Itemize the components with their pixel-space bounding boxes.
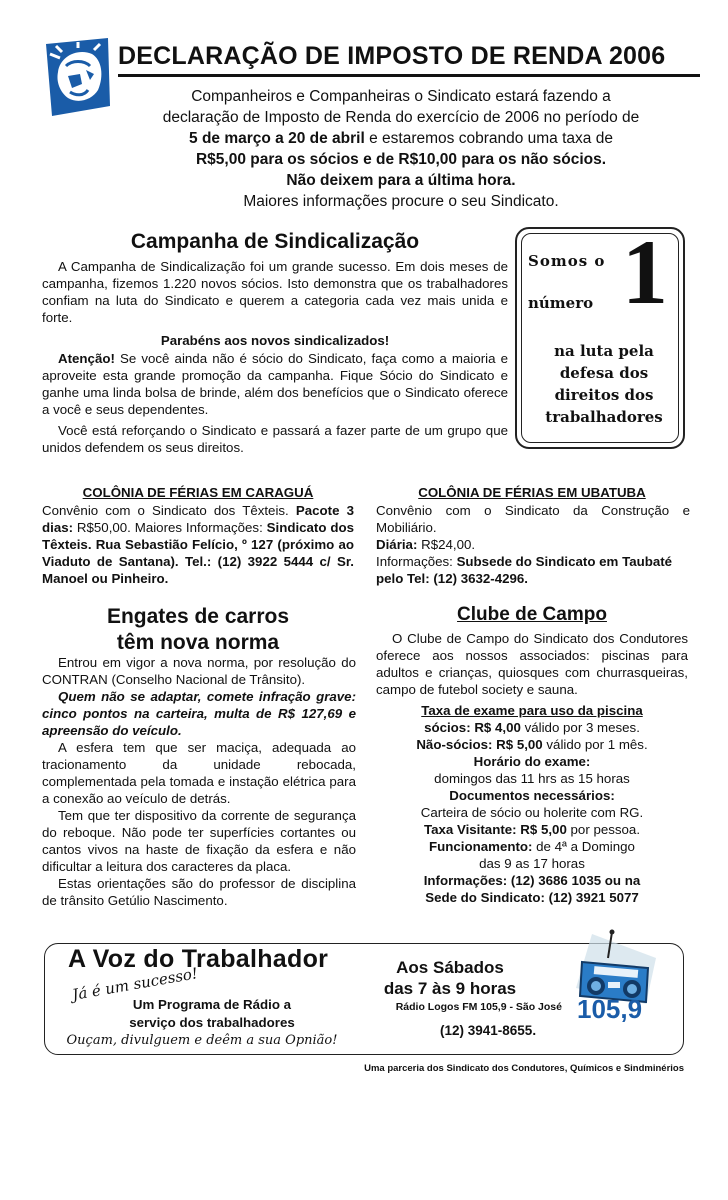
title-divider [118, 74, 700, 77]
voz-partnership: Uma parceria dos Sindicato dos Condutores, Químicos e Sindminérios [364, 1063, 684, 1074]
lion-head-icon [38, 36, 114, 118]
taxa-title: Taxa de exame para uso da piscina [421, 703, 643, 718]
somos-line: na luta pela [554, 342, 654, 360]
ubatuba-span: Informações: [376, 554, 457, 569]
campanha-title: Campanha de Sindicalização [130, 230, 420, 253]
somos-line: direitos dos [554, 386, 654, 404]
funcionamento-label: Funcionamento: [429, 839, 533, 854]
voz-schedule [370, 957, 530, 999]
clube-info-line [376, 787, 688, 804]
voz-program-line: Um Programa de Rádio a [132, 997, 292, 1012]
ubatuba-title: COLÔNIA DE FÉRIAS EM UBATUBA [418, 485, 646, 500]
caragua-span: Pacote 3 dias: [42, 503, 354, 535]
intro-line [118, 170, 684, 191]
somos-line: Somos o [528, 252, 606, 270]
engates-title-line: têm nova norma [116, 631, 280, 654]
somos-line: defesa dos [559, 364, 649, 382]
somos-number: 1 [622, 221, 668, 323]
voz-program-line: serviço dos trabalhadores [129, 1015, 295, 1030]
intro-line [118, 149, 684, 170]
engates-paragraph: Estas orientações são do professor de disciplina de trânsito Getúlio Nascimento. [42, 876, 356, 908]
clube-info-line: domingos das 11 hrs as 15 horas [434, 771, 630, 786]
intro-line: Companheiros e Companheiras o Sindicato estará fazendo a [191, 88, 611, 105]
intro-line: declaração de Imposto de Renda do exercício de 2006 no período de [162, 109, 640, 126]
clube-info-line [376, 872, 688, 889]
socios-validity: válido por 3 meses. [520, 720, 640, 735]
voz-schedule-line: das 7 às 9 horas [383, 979, 517, 998]
voz-radio-station: Rádio Logos FM 105,9 - São José [395, 1001, 562, 1013]
engates-text [42, 654, 356, 909]
funcionamento-days: de 4ª a Domingo [532, 839, 635, 854]
ubatuba-line [376, 553, 690, 587]
clube-contact: Sede do Sindicato: (12) 3921 5077 [425, 890, 639, 905]
ubatuba-span: Diária: [376, 537, 418, 552]
voz-frequency: 105,9 [577, 994, 643, 1024]
voz-subtitle: Ouçam, divulguem e deêm a sua Opnião! [66, 1033, 338, 1048]
campanha-paragraph-text: Se você ainda não é sócio do Sindicato, faça como a maioria e aproveite esta grande promoção da campanha. Fique Sócio do Sindicato e ganhe uma linda bolsa de brinde, além dos benefícios que o Sindicato oferece a você e seus dependentes. [42, 351, 508, 417]
engates-warning-text: Quem não se adaptar, comete infração grave: cinco pontos na carteira, multa de R$ 127,69 e apreensão do veículo. [42, 689, 356, 738]
campanha-paragraph [42, 350, 508, 418]
clube-info-line [376, 702, 688, 719]
voz-schedule-line: Aos Sábados [396, 958, 504, 977]
clube-info-line: das 9 as 17 horas [479, 856, 585, 871]
engates-paragraph: A esfera tem que ser maciça, adequada ao tracionamento da unidade rebocada, complementada pela tomada e instação elétrica para a conexão ao veículo de detrás. [42, 740, 356, 806]
caragua-text [42, 502, 354, 587]
campanha-paragraph: Você está reforçando o Sindicato e passará a fazer parte de um grupo que unidos defendem os seus direitos. [42, 423, 508, 455]
clube-info-line [376, 838, 688, 855]
intro-price: R$5,00 para os sócios e de R$10,00 para os não sócios. [195, 151, 607, 168]
caragua-span: Convênio com o Sindicato dos Têxteis. [42, 503, 296, 518]
clube-title: Clube de Campo [457, 604, 607, 625]
voz-title: A Voz do Trabalhador [68, 945, 329, 973]
campanha-subtitle: Parabéns aos novos sindicalizados! [160, 333, 390, 348]
documentos-label: Documentos necessários: [449, 788, 615, 803]
ubatuba-span: Subsede do Sindicato em Taubaté pelo Tel: (12) 3632-4296. [376, 554, 673, 586]
clube-info-line [376, 753, 688, 770]
ubatuba-line [376, 536, 690, 553]
clube-info-line: Carteira de sócio ou holerite com RG. [420, 805, 644, 820]
clube-info-line [376, 719, 688, 736]
attention-label: Atenção! [58, 351, 115, 366]
clube-paragraph: O Clube de Campo do Sindicato dos Condutores oferece aos nossos associados: piscinas para adultos e crianças, quiosques com churrasqueiras, campo de futebol society e sauna. [376, 631, 688, 697]
clube-info-line [376, 736, 688, 753]
nao-socios-validity: válido por 1 mês. [542, 737, 648, 752]
engates-paragraph: Entrou em vigor a nova norma, por resolução do CONTRAN (Conselho Nacional de Trânsito). [42, 655, 356, 687]
engates-title [42, 604, 354, 656]
caragua-span: R$50,00. Maiores Informações: [73, 520, 267, 535]
ubatuba-line: Convênio com o Sindicato da Construção e Mobiliário. [376, 503, 690, 535]
voz-program [112, 996, 312, 1032]
caragua-span: Sindicato dos Têxteis. Rua Sebastião Felício, º 127 (próximo ao Viaduto de Santana). Tel.: (12) 3922 5444 c/ Sr. Manoel ou Pinheiro. [42, 520, 354, 586]
intro-line: Maiores informações procure o seu Sindicato. [243, 193, 559, 210]
somos-text [524, 340, 684, 428]
engates-paragraph: Tem que ter dispositivo da corrente de segurança do reboque. Não pode ter superfícies cortantes ou cantos vivos na haste de fixação da esfera e não dificultar a leitura dos caracteres da placa. [42, 808, 356, 874]
nao-socios-price: Não-sócios: R$ 5,00 [416, 737, 543, 752]
intro-dates: 5 de março a 20 de abril [189, 130, 365, 147]
clube-contact: Informações: (12) 3686 1035 ou na [423, 873, 641, 888]
visitante-price: Taxa Visitante: R$ 5,00 [423, 822, 567, 837]
voz-slogan: Já é um sucesso! [70, 964, 200, 1004]
somos-line: número [528, 294, 594, 312]
intro-line [118, 128, 684, 149]
clube-info [376, 702, 688, 906]
intro-warning: Não deixem para a última hora. [286, 172, 516, 189]
clube-info-line [376, 821, 688, 838]
visitante-unit: por pessoa. [566, 822, 641, 837]
socios-price: sócios: R$ 4,00 [424, 720, 521, 735]
engates-title-line: Engates de carros [106, 605, 290, 628]
ubatuba-text [376, 502, 690, 587]
clube-info-line [376, 889, 688, 906]
page-title: DECLARAÇÃO DE IMPOSTO DE RENDA 2006 [118, 42, 666, 70]
intro-text-span: e estaremos cobrando uma taxa de [364, 130, 613, 147]
somos-line: trabalhadores [545, 408, 663, 426]
intro-text [118, 86, 684, 212]
caragua-title: COLÔNIA DE FÉRIAS EM CARAGUÁ [82, 485, 314, 500]
voz-phone: (12) 3941-8655. [440, 1023, 537, 1038]
ubatuba-span: R$24,00. [417, 537, 476, 552]
campanha-paragraph: A Campanha de Sindicalização foi um grande sucesso. Em dois meses de campanha, fizemos 1.220 novos sócios. Isto demonstra que os trabalhadores confiam na luta do Sindicato e querem a categoria cada vez mais unida e forte. [42, 259, 508, 325]
engates-warning [42, 688, 356, 739]
horario-label: Horário do exame: [473, 754, 591, 769]
